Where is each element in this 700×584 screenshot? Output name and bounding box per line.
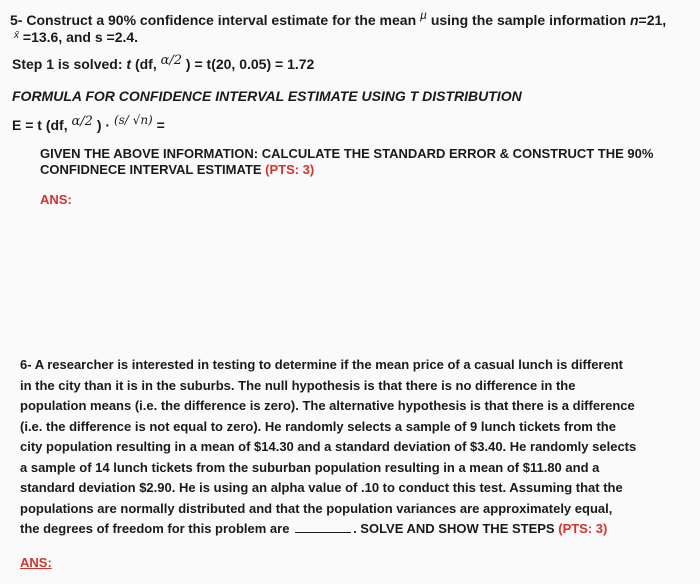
- q6-paragraph: [20, 355, 695, 540]
- step1-label: Step 1 is solved:: [12, 56, 123, 72]
- formula-title: FORMULA FOR CONFIDENCE INTERVAL ESTIMATE USING T DISTRIBUTION: [12, 88, 522, 104]
- points-label: (PTS: 3): [558, 521, 608, 536]
- q6-text: the degrees of freedom for this problem are: [20, 521, 290, 536]
- alpha-half-symbol: α/2: [160, 53, 183, 68]
- given-instruction: [40, 146, 680, 178]
- q6-line: populations are normally distributed and that the population variances are approximately equal,: [20, 500, 613, 516]
- formula-lhs: E = t (df,: [12, 117, 68, 133]
- q5-text: =21,: [638, 12, 667, 28]
- step1-text: (df,: [134, 56, 157, 72]
- q6-line: 6- A researcher is interested in testing to determine if the mean price of a casual lunch is different: [20, 357, 623, 372]
- formula-dot: ·: [105, 117, 111, 133]
- xbar-symbol: x̄: [14, 30, 19, 41]
- t-variable: t: [126, 56, 132, 72]
- step1-line: [12, 53, 314, 72]
- q5-text: =13.6, and s =2.4.: [22, 29, 139, 45]
- q5-text: using the sample information: [430, 12, 627, 28]
- q5-text: 5- Construct a 90% confidence interval estimate for the mean: [10, 12, 417, 28]
- formula-equals: =: [156, 117, 165, 133]
- n-variable: n: [629, 12, 639, 28]
- given-text: GIVEN THE ABOVE INFORMATION: CALCULATE THE STANDARD ERROR & CONSTRUCT THE 90% CONFIDNECE INTERVAL ESTIMATE: [40, 146, 654, 177]
- q6-line: standard deviation $2.90. He is using an alpha value of .10 to conduct this test. Assuming that the: [20, 480, 623, 495]
- q5-line-1: [10, 8, 666, 28]
- q6-answer-label: ANS:: [20, 555, 52, 570]
- alpha-half-symbol: α/2: [71, 114, 93, 129]
- standard-error-expression: (s/ √n): [113, 113, 153, 127]
- formula-paren: ): [96, 117, 102, 133]
- q6-line: city population resulting in a mean of $14.30 and a standard deviation of $3.40. He randomly selects: [20, 439, 637, 454]
- degrees-of-freedom-blank[interactable]: [295, 521, 351, 533]
- q6-line: population means (i.e. the difference is zero). The alternative hypothesis is that there is a difference: [20, 398, 635, 413]
- formula-line: [12, 113, 165, 133]
- q5-answer-label: ANS:: [40, 192, 72, 207]
- q6-last-line: [20, 519, 695, 540]
- points-label: (PTS: 3): [265, 162, 315, 177]
- q5-line-2: [14, 29, 138, 45]
- q6-text: . SOLVE AND SHOW THE STEPS: [353, 521, 555, 536]
- mu-symbol: µ: [420, 8, 427, 22]
- q6-line: in the city than it is in the suburbs. The null hypothesis is that there is no difference in the: [20, 377, 576, 393]
- q6-line: a sample of 14 lunch tickets from the suburban population resulting in a mean of $11.80 and a: [20, 459, 600, 475]
- step1-text: ) = t(20, 0.05) = 1.72: [185, 56, 315, 72]
- q6-line: (i.e. the difference is not equal to zero). He randomly selects a sample of 9 lunch tickets from the: [20, 418, 616, 434]
